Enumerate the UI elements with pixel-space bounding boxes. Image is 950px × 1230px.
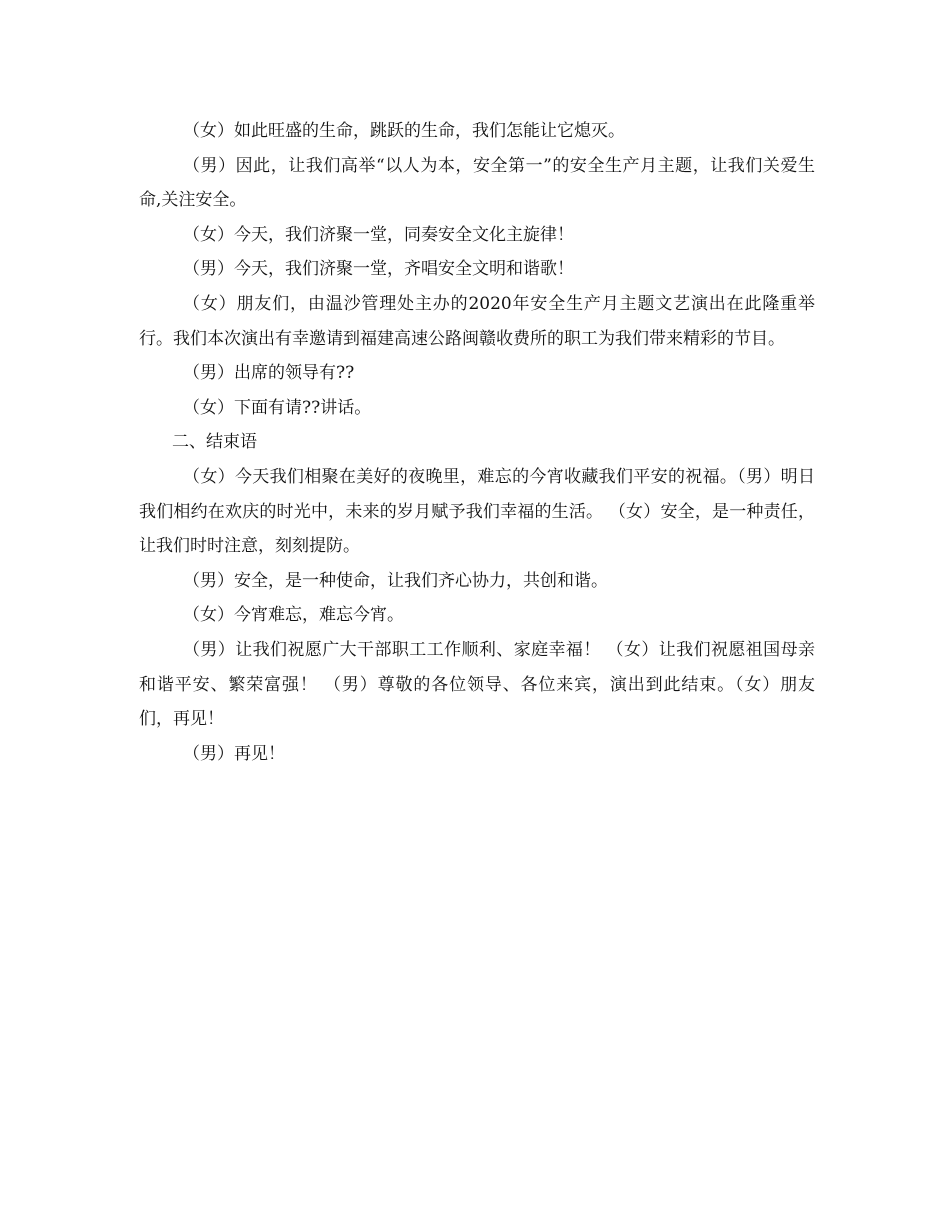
paragraph-5: （女）朋友们，由温沙管理处主办的2020年安全生产月主题文艺演出在此隆重举行。我们本次演出有幸邀请到福建高速公路闽赣收费所的职工为我们带来精彩的节目。 — [139, 293, 815, 349]
closing-paragraph-4: （男）让我们祝愿广大干部职工工作顺利、家庭幸福！ （女）让我们祝愿祖国母亲和谐平安、繁荣富强！ （男）尊敬的各位领导、各位来宾，演出到此结束。（女）朋友们，再见！ — [139, 639, 815, 730]
document-body — [139, 114, 815, 771]
closing-paragraph-1: （女）今天我们相聚在美好的夜晚里，难忘的今宵收藏我们平安的祝福。（男）明日我们相约在欢庆的时光中，未来的岁月赋予我们幸福的生活。 （女）安全，是一种责任，让我们时时注意，刻刻提防。 — [139, 466, 815, 557]
closing-paragraph-3: （女）今宵难忘，难忘今宵。 — [183, 605, 404, 626]
paragraph-7: （女）下面有请??讲话。 — [183, 397, 372, 418]
paragraph-6: （男）出席的领导有?? — [183, 363, 355, 384]
section-heading: 二、结束语 — [172, 432, 257, 453]
paragraph-2: （男）因此，让我们高举“以人为本，安全第一”的安全生产月主题，让我们关爱生命,关注安全。 — [139, 155, 815, 211]
closing-paragraph-5: （男）再见！ — [183, 743, 285, 764]
paragraph-4: （男）今天，我们济聚一堂，齐唱安全文明和谐歌！ — [183, 259, 574, 280]
paragraph-3: （女）今天，我们济聚一堂，同奏安全文化主旋律！ — [183, 224, 574, 245]
paragraph-1: （女）如此旺盛的生命，跳跃的生命，我们怎能让它熄灭。 — [183, 121, 625, 141]
closing-paragraph-2: （男）安全，是一种使命，让我们齐心协力，共创和谐。 — [183, 570, 608, 591]
